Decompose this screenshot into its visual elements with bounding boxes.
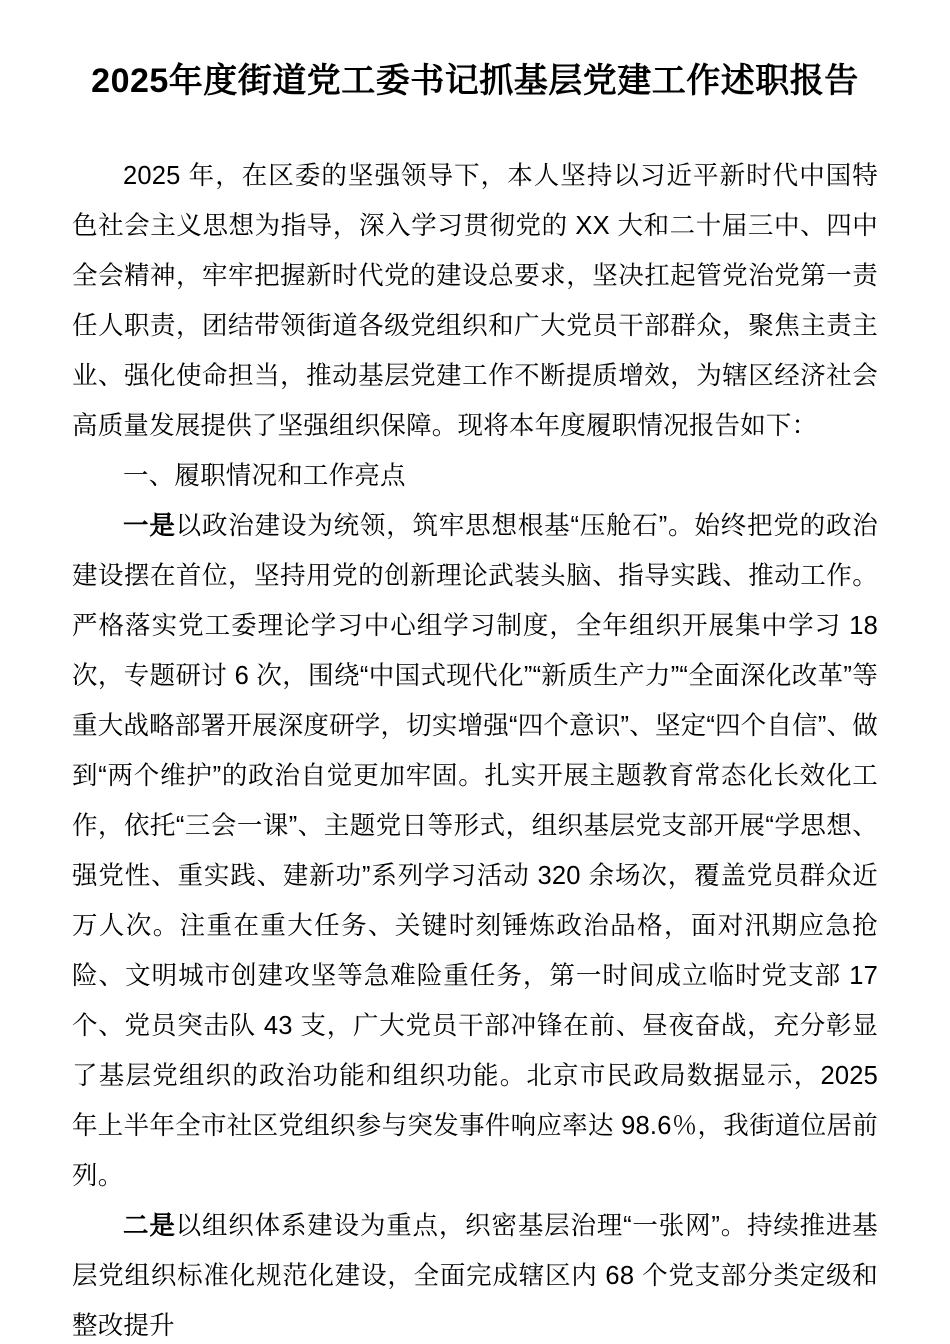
- heading-section-1: [72, 451, 878, 501]
- paragraph-text-run: 以组织体系建设为重点，织密基层治理“一张网”。持续推进基层党组织标准化规范化建设，全面完成辖区内 68 个党支部分类定级和整改提升: [72, 1212, 878, 1340]
- paragraph-text-run: 以政治建设为统领，筑牢思想根基“压舱石”。始终把党的政治建设摆在首位，坚持用党的创新理论武装头脑、指导实践、推动工作。严格落实党工委理论学习中心组学习制度，全年组织开展集中学习 18 次，专题研讨 6 次，围绕“中国式现代化”“新质生产力”“全面深化改革”等重大战略部署开展深度研学，切实增强“四个意识”、坚定“四个自信”、做到“两个维护”的政治自觉更加牢固。扎实开展主题教育常态化长效化工作，依托“三会一课”、主题党日等形式，组织基层党支部开展“学思想、强党性、重实践、建新功”系列学习活动 320 余场次，覆盖党员群众近万人次。注重在重大任务、关键时刻锤炼政治品格，面对汛期应急抢险、文明城市创建攻坚等急难险重任务，第一时间成立临时党支部 17 个、党员突击队 43 支，广大党员干部冲锋在前、昼夜奋战，充分彰显了基层党组织的政治功能和组织功能。北京市民政局数据显示，2025 年上半年全市社区党组织参与突发事件响应率达 98.6％，我街道位居前列。: [72, 512, 878, 1190]
- paragraph-intro: [72, 151, 878, 451]
- paragraph-lead-run: 二是: [123, 1212, 176, 1240]
- paragraph-point-2: [72, 1201, 878, 1344]
- page-title: 2025年度街道党工委书记抓基层党建工作述职报告: [91, 62, 859, 100]
- document-body: [72, 0, 878, 1344]
- paragraph-text-run: 一、履职情况和工作亮点: [123, 462, 406, 490]
- paragraph-point-1: [72, 501, 878, 1201]
- paragraph-lead-run: 一是: [123, 512, 176, 540]
- paragraph-text-run: 2025 年，在区委的坚强领导下，本人坚持以习近平新时代中国特色社会主义思想为指导，深入学习贯彻党的 XX 大和二十届三中、四中全会精神，牢牢把握新时代党的建设总要求，坚决扛起管党治党第一责任人职责，团结带领街道各级党组织和广大党员干部群众，聚焦主责主业、强化使命担当，推动基层党建工作不断提质增效，为辖区经济社会高质量发展提供了坚强组织保障。现将本年度履职情况报告如下：: [72, 162, 878, 440]
